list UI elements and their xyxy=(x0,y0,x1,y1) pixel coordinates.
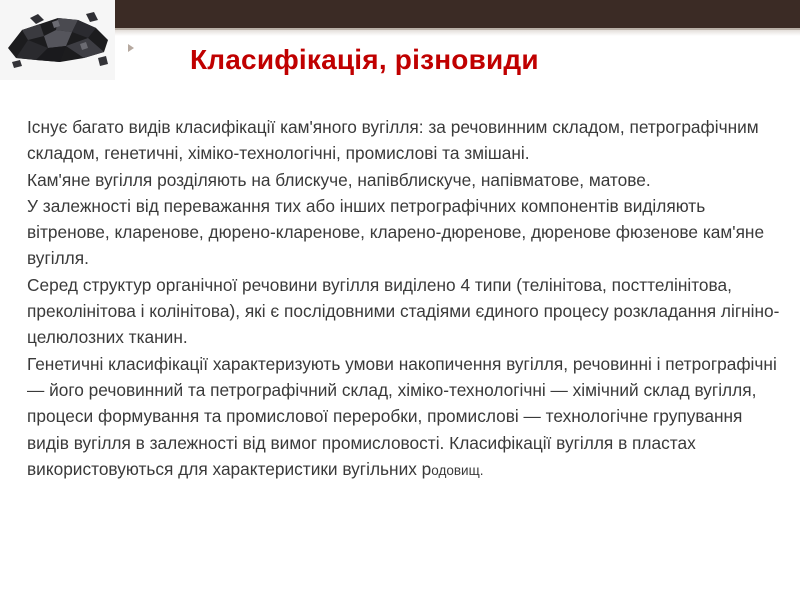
paragraph-genetic-classifications xyxy=(27,351,787,484)
paragraph-classification-types: Існує багато видів класифікації кам'яного вугілля: за речовинним складом, петрографічним складом, генетичні, хіміко-технологічні, промислові та змішані. xyxy=(27,117,759,164)
coal-image xyxy=(0,0,115,80)
paragraph-genetic-tail: одовищ. xyxy=(431,462,484,478)
arrow-icon xyxy=(128,44,134,52)
header-bar-shadow xyxy=(115,30,800,36)
slide-title: Класифікація, різновиди xyxy=(190,44,539,75)
paragraph-luster-types: Кам'яне вугілля розділяють на блискуче, напівблискуче, напівматове, матове. xyxy=(27,169,651,190)
body-text xyxy=(27,114,787,484)
paragraph-organic-structures: Серед структур органічної речовини вугілля виділено 4 типи (телінітова, посттелінітова, преколінітова і колінітова), які є послідовними стадіями єдиного процесу розкладання лігніно-целюлозних тканин. xyxy=(27,274,780,348)
paragraph-genetic-text: Генетичні класифікації характеризують умови накопичення вугілля, речовинні і петрографічні — його речовинний та петрографічний склад, хіміко-технологічні — хімічний склад вугілля, процеси формування та промислової переробки, промислові — технологічне групування видів вугілля в залежності від вимог промисловості. Класифікації вугілля в пластах використовуються для характеристики вугільних р xyxy=(27,353,777,479)
paragraph-petrographic-types: У залежності від переважання тих або інших петрографічних компонентів виділяють вітренове, кларенове, дюрено-кларенове, кларено-дюренове, дюренове фюзенове кам'яне вугілля. xyxy=(27,195,765,269)
header-bar xyxy=(115,0,800,30)
